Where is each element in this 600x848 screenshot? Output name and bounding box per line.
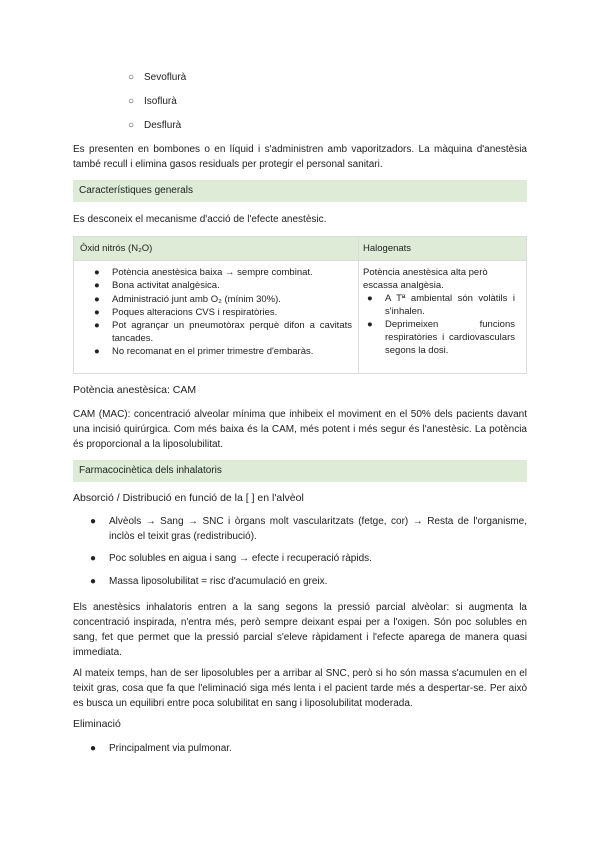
list-item: ● Potència anestèsica baixa → sempre combinat. — [94, 267, 313, 278]
circle-bullet-icon: ○ — [128, 96, 135, 107]
table-divider — [358, 237, 359, 373]
circle-bullet-icon: ○ — [128, 72, 135, 83]
bullet-icon: ● — [90, 576, 97, 587]
section-heading-pharmacokinetics: Farmacocinètica dels inhalatoris — [73, 460, 527, 482]
paragraph-liposolubility: Al mateix temps, han de ser liposolubles per a arribar al SNC, però si ho són massa s'acumulen en el teixit gras, cosa que fa que l'eliminació siga més lenta i el pacient tarde més a despertar-se. Per això es busca un equilibri entre poca solubilitat en sang i liposolubilitat moderada. — [73, 668, 527, 709]
list-item: ● Pot agrançar un pneumotòrax perquè difon a cavitats tancades. — [94, 320, 352, 344]
list-item: ● Bona activitat analgèsica. — [94, 280, 220, 291]
heading-cam: Potència anestèsica: CAM — [73, 384, 197, 396]
halogenated-intro: Potència anestèsica alta però escassa analgèsia. — [363, 267, 488, 291]
list-item: ● Alvèols → Sang → SNC i òrgans molt vascularitzats (fetge, cor) → Resta de l'organisme, inclòs el teixit gras (redistribució). — [90, 516, 527, 542]
bullet-icon: ● — [94, 280, 100, 291]
list-item: ● A Tª ambiental són volàtils i s'inhalen. — [367, 293, 515, 317]
bullet-icon: ● — [94, 294, 100, 305]
bullet-icon: ● — [90, 516, 97, 527]
list-item: ○ Sevoflurà — [128, 72, 187, 83]
list-item: ● Deprimeixen funcions respiratòries i cardiovasculars segons la dosi. — [367, 319, 515, 356]
list-item: ● Massa liposolubilitat = risc d'acumulació en greix. — [90, 576, 328, 587]
paragraph-mechanism: Es desconeix el mecanisme d'acció de l'efecte anestèsic. — [73, 214, 327, 225]
bullet-icon: ● — [90, 743, 97, 754]
bullet-icon: ● — [94, 346, 100, 357]
paragraph-partial-pressure: Els anestèsics inhalatoris entren a la sang segons la pressió parcial alvèolar: si augmenta la concentració inspirada, n'entra més, però sempre deixant espai per a l'oxigen. Són poc solubles en sang, fet que permet que la pressió parcial s'eleve ràpidament i l'efecte aparega de manera quasi immediata. — [73, 602, 527, 658]
bullet-icon: ● — [94, 267, 100, 278]
list-item: ● Poc solubles en aigua i sang → efecte i recuperació ràpids. — [90, 553, 372, 564]
list-item: ● Principalment via pulmonar. — [90, 743, 232, 754]
list-item: ● No recomanat en el primer trimestre d'embaràs. — [94, 346, 314, 357]
paragraph-vaporizers: Es presenten en bombones o en líquid i s'administren amb vaporitzadors. La màquina d'anestèsia també recull i elimina gasos residuals per protegir el personal sanitari. — [73, 144, 527, 170]
table-divider — [74, 260, 526, 261]
table-header-halogenated: Halogenats — [363, 243, 412, 254]
bullet-icon: ● — [94, 320, 100, 331]
section-heading-general: Característiques generals — [73, 180, 527, 202]
heading-elimination: Eliminació — [73, 718, 121, 730]
bullet-icon: ● — [90, 553, 97, 564]
list-item: ● Poques alteracions CVS i respiratòries. — [94, 307, 278, 318]
heading-absorption: Absorció / Distribució en funció de la [ ] en l'alvèol — [73, 492, 304, 504]
list-item: ○ Isoflurà — [128, 96, 177, 107]
bullet-icon: ● — [367, 293, 373, 304]
paragraph-cam: CAM (MAC): concentració alveolar mínima que inhibeix el moviment en el 50% dels pacients davant una incisió quirúrgica. Com més baixa és la CAM, més potent i més segur és l'anestèsic. La potència és proporcional a la liposolubilitat. — [73, 409, 527, 450]
bullet-icon: ● — [367, 319, 373, 330]
list-item: ○ Desflurà — [128, 120, 182, 131]
table-header-nitrous-oxide: Òxid nitrós (N₂O) — [80, 243, 153, 254]
comparison-table — [73, 236, 527, 374]
bullet-icon: ● — [94, 307, 100, 318]
circle-bullet-icon: ○ — [128, 120, 135, 131]
list-item: ● Administració junt amb O₂ (mínim 30%). — [94, 294, 281, 305]
